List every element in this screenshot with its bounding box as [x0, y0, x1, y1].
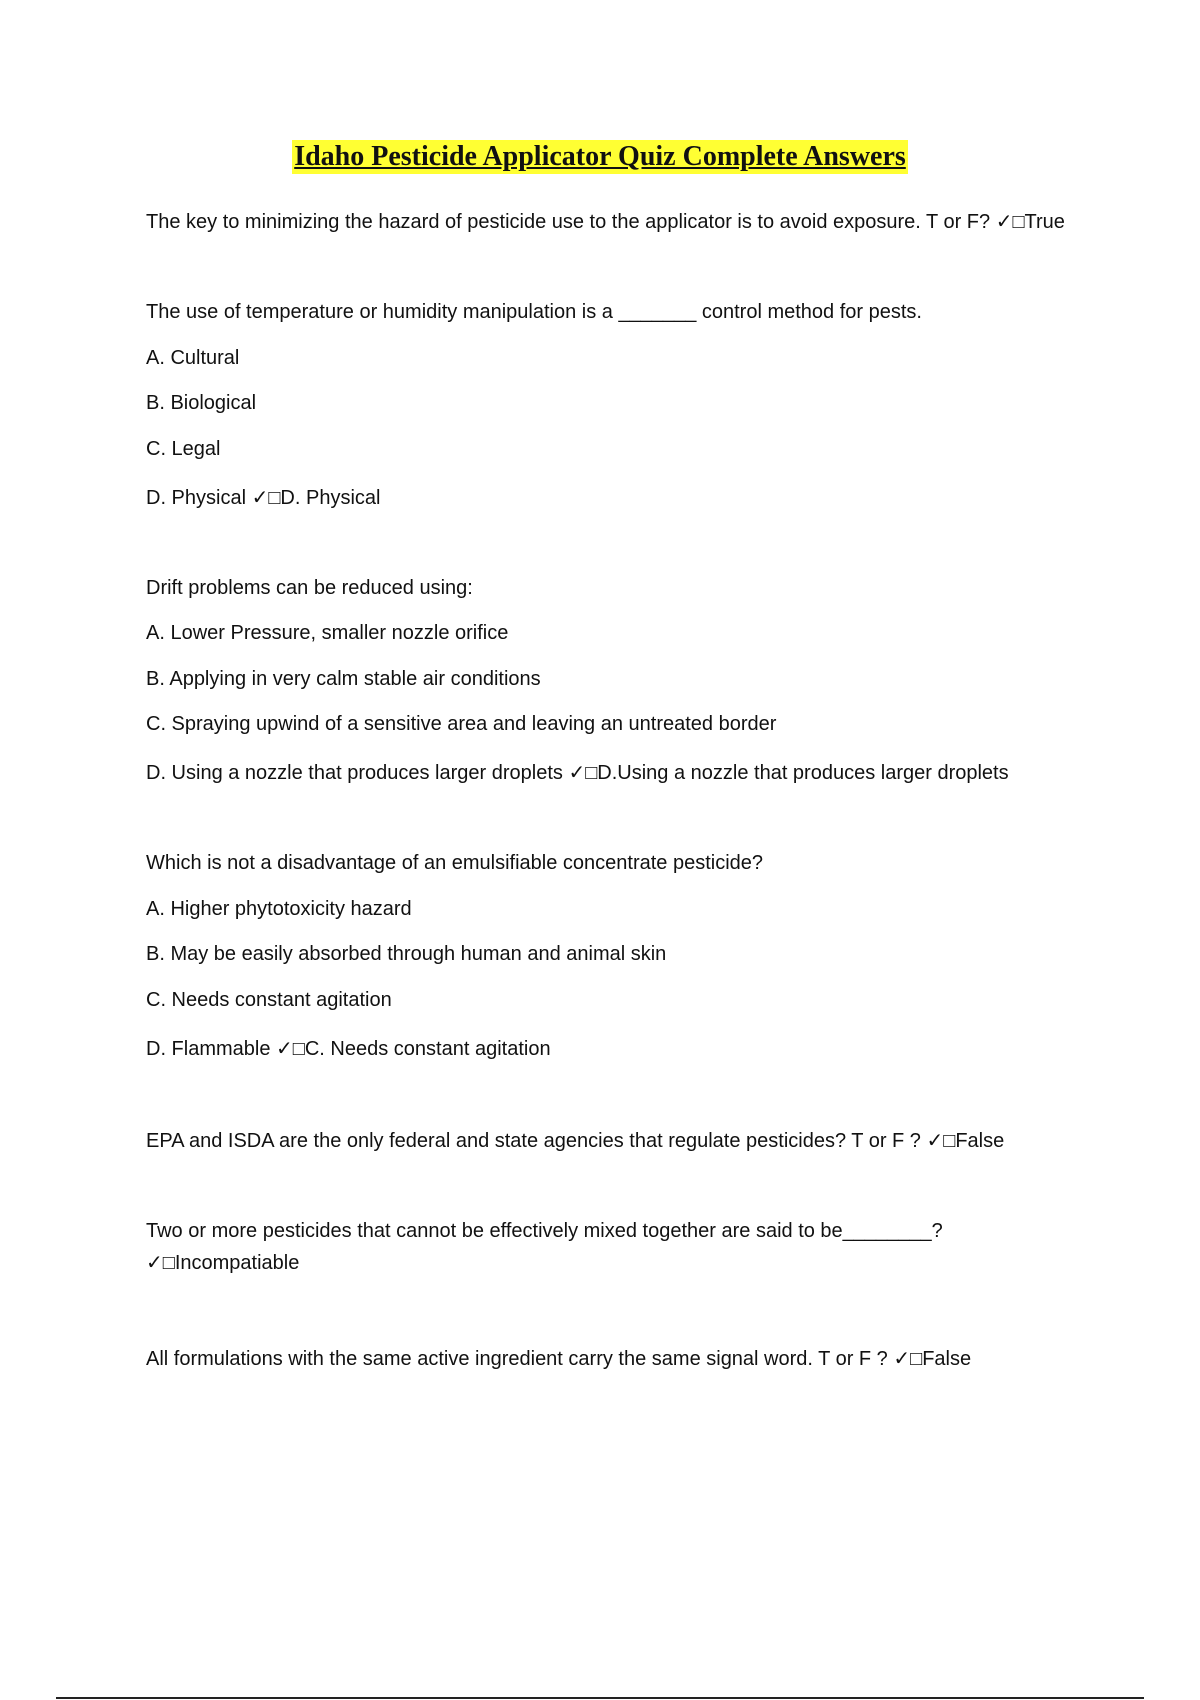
question-4-option-c: C. Needs constant agitation — [146, 989, 392, 1011]
title-block — [0, 140, 1200, 174]
question-4-option-d: D. Flammable ✓□C. Needs constant agitation — [146, 1038, 551, 1060]
question-5: EPA and ISDA are the only federal and state agencies that regulate pesticides? T or F ? ✓□False — [146, 1130, 1005, 1152]
question-3-option-d: D. Using a nozzle that produces larger droplets ✓□D.Using a nozzle that produces larger droplets — [146, 762, 1009, 784]
question-3-option-c: C. Spraying upwind of a sensitive area and leaving an untreated border — [146, 713, 777, 735]
question-2-option-c: C. Legal — [146, 438, 221, 460]
question-1: The key to minimizing the hazard of pesticide use to the applicator is to avoid exposure. T or F? ✓□True — [146, 211, 1065, 233]
question-6: Two or more pesticides that cannot be effectively mixed together are said to be________? ✓□Incompatiable — [146, 1220, 943, 1274]
question-4-option-b: B. May be easily absorbed through human and animal skin — [146, 943, 667, 965]
question-4: Which is not a disadvantage of an emulsifiable concentrate pesticide? — [146, 852, 764, 874]
question-2: The use of temperature or humidity manipulation is a _______ control method for pests. — [146, 301, 922, 323]
question-2-option-b: B. Biological — [146, 392, 257, 414]
question-2-option-d: D. Physical ✓□D. Physical — [146, 487, 381, 509]
question-3: Drift problems can be reduced using: — [146, 577, 473, 599]
question-3-option-b: B. Applying in very calm stable air conditions — [146, 668, 541, 690]
question-7: All formulations with the same active ingredient carry the same signal word. T or F ? ✓□False — [146, 1348, 972, 1370]
footer-rule — [56, 1697, 1144, 1699]
question-3-option-a: A. Lower Pressure, smaller nozzle orifice — [146, 622, 509, 644]
document-title: Idaho Pesticide Applicator Quiz Complete Answers — [294, 141, 906, 172]
question-2-option-a: A. Cultural — [146, 347, 240, 369]
question-4-option-a: A. Higher phytotoxicity hazard — [146, 898, 412, 920]
